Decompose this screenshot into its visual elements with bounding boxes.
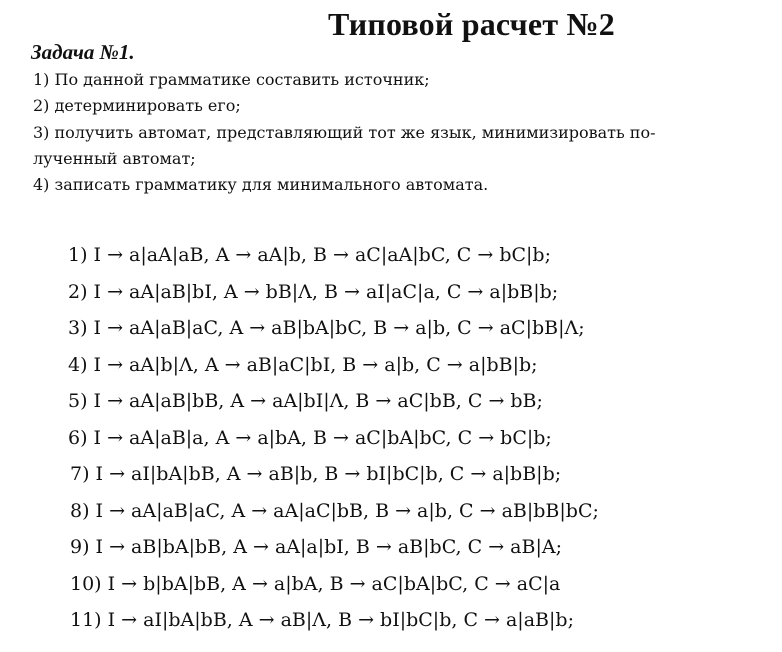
- grammar-variant: 3) I → aA|aB|aC, A → aB|bA|bC, B → a|b, C → aC|bB|Λ;: [68, 317, 585, 339]
- grammar-variant: 9) I → aB|bA|bB, A → aA|a|bI, B → aB|bC, C → aB|A;: [70, 536, 562, 558]
- step-line: 4) записать грамматику для минимального автомата.: [33, 175, 489, 195]
- step-line: 1) По данной грамматике составить источник;: [33, 70, 430, 89]
- step-line: лученный автомат;: [33, 148, 196, 168]
- page-title: Типовой расчет №2: [328, 6, 616, 42]
- grammar-variant: 2) I → aA|aB|bI, A → bB|Λ, B → aI|aC|a, C → a|bB|b;: [68, 280, 559, 303]
- grammar-variant: 6) I → aA|aB|a, A → a|bA, B → aC|bA|bC, C → bC|b;: [68, 426, 552, 449]
- grammar-variant: 8) I → aA|aB|aC, A → aA|aC|bB, B → a|b, C → aB|bB|bC;: [70, 499, 599, 522]
- grammar-variant: 4) I → aA|b|Λ, A → aB|aC|bI, B → a|b, C → a|bB|b;: [68, 353, 538, 376]
- step-line: 3) получить автомат, представляющий тот же язык, минимизировать по-: [33, 122, 656, 142]
- grammar-variant: 1) I → a|aA|aB, A → aA|b, B → aC|aA|bC, C → bC|b;: [68, 244, 551, 266]
- task-heading: Задача №1.: [31, 40, 135, 64]
- grammar-variant: 7) I → aI|bA|bB, A → aB|b, B → bI|bC|b, C → a|bB|b;: [70, 463, 562, 485]
- grammar-variant: 11) I → aI|bA|bB, A → aB|Λ, B → bI|bC|b, C → a|aB|b;: [70, 609, 574, 631]
- step-line: 2) детерминировать его;: [33, 96, 241, 116]
- grammar-variant: 10) I → b|bA|bB, A → a|bA, B → aC|bA|bC, C → aC|a: [70, 572, 561, 595]
- task-steps: [33, 67, 778, 198]
- grammar-variant: 5) I → aA|aB|bB, A → aA|bI|Λ, B → aC|bB, C → bB;: [68, 390, 543, 412]
